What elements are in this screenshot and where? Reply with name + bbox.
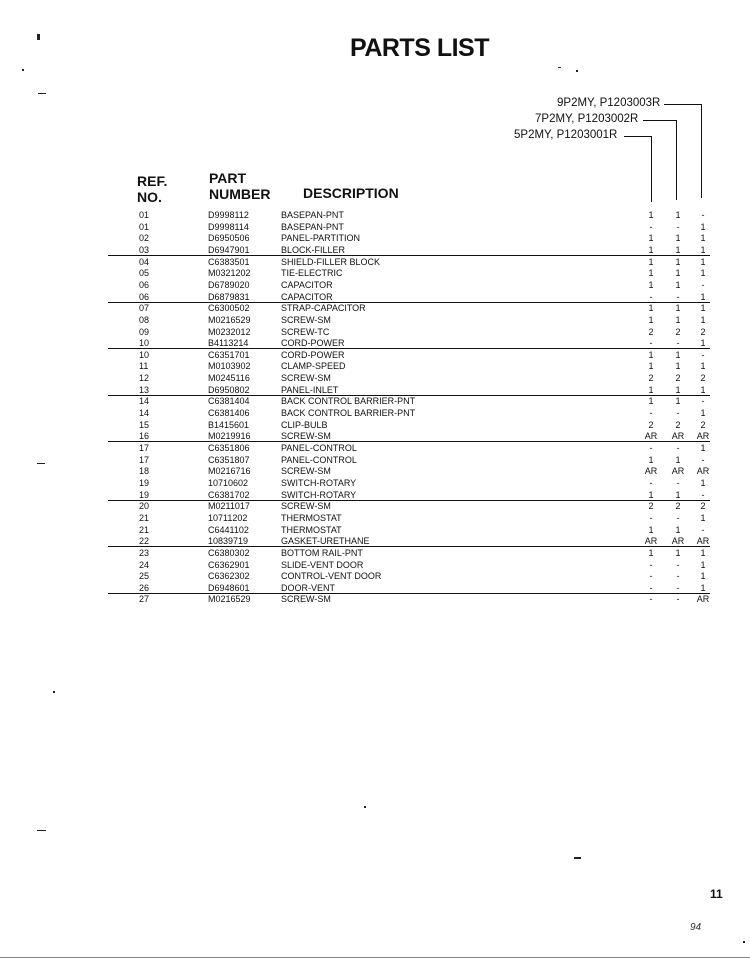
part-number-header: PART NUMBER <box>209 170 271 202</box>
part-number-cell: D6879831 <box>208 292 250 302</box>
qty-9p2my-cell: 1 <box>700 245 706 255</box>
part-number-cell: D9998112 <box>208 210 249 220</box>
qty-7p2my-cell: 1 <box>675 548 681 558</box>
qty-9p2my-cell: 2 <box>700 420 706 430</box>
description-cell: STRAP-CAPACITOR <box>281 303 366 313</box>
qty-5p2my-cell: 1 <box>648 315 654 325</box>
qty-5p2my-cell: - <box>649 560 653 570</box>
part-number-cell: M0321202 <box>208 268 251 278</box>
qty-7p2my-cell: 2 <box>675 327 681 337</box>
qty-9p2my-cell: 1 <box>700 560 706 570</box>
part-number-cell: D6789020 <box>208 280 250 290</box>
part-number-cell: M0219916 <box>208 431 251 441</box>
qty-5p2my-cell: 1 <box>648 280 654 290</box>
qty-5p2my-cell: 1 <box>648 385 654 395</box>
ref-cell: 21 <box>139 513 150 523</box>
scan-speck <box>22 69 24 71</box>
qty-9p2my-cell: AR <box>696 466 710 476</box>
qty-7p2my-cell: 1 <box>675 525 681 535</box>
qty-5p2my-cell: 1 <box>648 303 654 313</box>
ref-cell: 13 <box>139 385 150 395</box>
qty-5p2my-cell: - <box>649 408 653 418</box>
qty-5p2my-cell: - <box>649 292 653 302</box>
table-row <box>0 232 750 244</box>
description-cell: PANEL-CONTROL <box>281 455 357 465</box>
ref-cell: 15 <box>139 420 150 430</box>
table-row <box>0 512 750 524</box>
ref-cell: 23 <box>139 548 150 558</box>
qty-5p2my-cell: 1 <box>648 268 654 278</box>
ref-cell: 11 <box>139 361 149 371</box>
description-cell: SCREW-SM <box>281 315 331 325</box>
table-row <box>0 302 750 314</box>
qty-7p2my-cell: 2 <box>675 501 681 511</box>
qty-7p2my-cell: 1 <box>675 280 681 290</box>
description-cell: CORD-POWER <box>281 338 345 348</box>
ref-cell: 14 <box>139 396 150 406</box>
scan-speck <box>38 93 46 94</box>
qty-5p2my-cell: 2 <box>648 501 654 511</box>
model-leader-5p2my <box>624 136 651 137</box>
qty-9p2my-cell: 2 <box>700 327 706 337</box>
qty-9p2my-cell: - <box>701 525 705 535</box>
qty-7p2my-cell: 1 <box>675 455 681 465</box>
model-label-5p2my: 5P2MY, P1203001R <box>514 129 618 141</box>
part-number-cell: M0232012 <box>208 327 251 337</box>
description-cell: SWITCH-ROTARY <box>281 490 357 500</box>
scan-speck <box>576 70 578 72</box>
description-cell: SLIDE-VENT DOOR <box>281 560 364 570</box>
qty-7p2my-cell: 1 <box>675 350 681 360</box>
part-number-cell: M0216529 <box>208 594 251 604</box>
qty-9p2my-cell: 1 <box>700 222 706 232</box>
description-cell: DOOR-VENT <box>281 583 335 593</box>
part-number-cell: C6362302 <box>208 571 250 581</box>
description-cell: CORD-POWER <box>281 350 345 360</box>
part-number-cell: C6381404 <box>208 396 250 406</box>
page-number: 11 <box>710 887 723 901</box>
part-number-cell: C6351807 <box>208 455 250 465</box>
qty-7p2my-cell: - <box>676 571 680 581</box>
qty-5p2my-cell: 2 <box>648 420 654 430</box>
qty-7p2my-cell: 1 <box>675 396 681 406</box>
qty-5p2my-cell: - <box>649 583 653 593</box>
description-cell: PANEL-INLET <box>281 385 339 395</box>
qty-9p2my-cell: 1 <box>700 548 706 558</box>
qty-7p2my-cell: 1 <box>675 210 681 220</box>
description-cell: CLIP-BULB <box>281 420 328 430</box>
ref-cell: 08 <box>139 315 150 325</box>
ref-cell: 25 <box>139 571 150 581</box>
model-label-9p2my: 9P2MY, P1203003R <box>557 97 661 109</box>
ref-cell: 26 <box>139 583 150 593</box>
qty-5p2my-cell: AR <box>644 431 658 441</box>
description-cell: SCREW-SM <box>281 501 331 511</box>
ref-cell: 01 <box>139 210 150 220</box>
ref-cell: 07 <box>139 303 150 313</box>
description-cell: CLAMP-SPEED <box>281 361 346 371</box>
table-row <box>0 465 750 477</box>
qty-7p2my-cell: - <box>676 478 680 488</box>
ref-cell: 12 <box>139 373 150 383</box>
part-number-cell: C6362901 <box>208 560 250 570</box>
part-number-cell: 10839719 <box>208 536 249 546</box>
part-number-cell: M0245116 <box>208 373 250 383</box>
part-number-cell: 10711202 <box>208 513 248 523</box>
part-number-cell: M0211017 <box>208 501 250 511</box>
qty-5p2my-cell: - <box>649 443 653 453</box>
qty-7p2my-cell: - <box>676 594 680 604</box>
ref-cell: 10 <box>139 350 150 360</box>
qty-9p2my-cell: 1 <box>700 408 706 418</box>
qty-9p2my-cell: - <box>701 490 705 500</box>
qty-9p2my-cell: 1 <box>700 513 706 523</box>
ref-cell: 20 <box>139 501 150 511</box>
qty-7p2my-cell: 1 <box>675 385 681 395</box>
qty-9p2my-cell: 2 <box>700 501 706 511</box>
description-cell: PANEL-CONTROL <box>281 443 357 453</box>
table-row <box>0 209 750 221</box>
ref-cell: 10 <box>139 338 150 348</box>
qty-7p2my-cell: - <box>676 560 680 570</box>
qty-9p2my-cell: 1 <box>700 292 706 302</box>
qty-9p2my-cell: - <box>701 210 705 220</box>
qty-5p2my-cell: - <box>649 594 653 604</box>
qty-9p2my-cell: 1 <box>700 361 706 371</box>
bottom-edge-line <box>0 957 750 958</box>
qty-9p2my-cell: 1 <box>700 268 706 278</box>
ref-cell: 01 <box>139 222 150 232</box>
qty-5p2my-cell: 2 <box>648 373 654 383</box>
qty-7p2my-cell: - <box>676 513 680 523</box>
description-cell: BACK CONTROL BARRIER-PNT <box>281 396 416 406</box>
description-cell: BASEPAN-PNT <box>281 210 344 220</box>
part-number-cell: M0216529 <box>208 315 251 325</box>
description-cell: SCREW-SM <box>281 373 331 383</box>
scan-speck <box>37 34 40 40</box>
part-number-cell: C6441102 <box>208 525 249 535</box>
qty-9p2my-cell: 1 <box>700 338 706 348</box>
qty-7p2my-cell: 2 <box>675 420 681 430</box>
qty-9p2my-cell: - <box>701 455 705 465</box>
qty-5p2my-cell: 1 <box>648 233 654 243</box>
ref-cell: 14 <box>139 408 150 418</box>
ref-cell: 19 <box>139 478 150 488</box>
qty-5p2my-cell: 1 <box>648 525 654 535</box>
qty-5p2my-cell: - <box>649 513 653 523</box>
qty-5p2my-cell: - <box>649 478 653 488</box>
qty-9p2my-cell: 1 <box>700 583 706 593</box>
description-header: DESCRIPTION <box>303 185 399 201</box>
ref-cell: 21 <box>139 525 150 535</box>
qty-7p2my-cell: 1 <box>675 245 681 255</box>
qty-5p2my-cell: 1 <box>648 455 654 465</box>
ref-cell: 19 <box>139 490 150 500</box>
qty-9p2my-cell: 1 <box>700 443 706 453</box>
handwritten-mark: 94 <box>690 922 702 933</box>
qty-5p2my-cell: - <box>649 571 653 581</box>
page-title: PARTS LIST <box>350 34 489 62</box>
part-number-cell: D6950506 <box>208 233 250 243</box>
description-cell: BACK CONTROL BARRIER-PNT <box>281 408 416 418</box>
ref-cell: 16 <box>139 431 150 441</box>
qty-9p2my-cell: - <box>701 280 705 290</box>
qty-7p2my-cell: 1 <box>675 268 681 278</box>
qty-9p2my-cell: - <box>701 350 705 360</box>
scan-speck <box>574 857 581 859</box>
description-cell: SCREW-SM <box>281 466 331 476</box>
ref-cell: 24 <box>139 560 150 570</box>
qty-7p2my-cell: 1 <box>675 257 681 267</box>
qty-9p2my-cell: 1 <box>700 303 706 313</box>
qty-5p2my-cell: 1 <box>648 490 654 500</box>
description-cell: TIE-ELECTRIC <box>281 268 343 278</box>
qty-9p2my-cell: - <box>701 396 705 406</box>
qty-5p2my-cell: AR <box>644 536 658 546</box>
description-cell: SCREW-TC <box>281 327 330 337</box>
qty-7p2my-cell: 1 <box>675 361 681 371</box>
part-number-cell: C6351806 <box>208 443 250 453</box>
model-column-line-5p2my <box>651 136 652 202</box>
part-number-cell: C6380302 <box>208 548 250 558</box>
qty-7p2my-cell: 2 <box>675 373 681 383</box>
qty-5p2my-cell: 1 <box>648 245 654 255</box>
description-cell: SCREW-SM <box>281 594 331 604</box>
qty-5p2my-cell: 2 <box>648 327 654 337</box>
table-row <box>0 279 750 291</box>
qty-9p2my-cell: 1 <box>700 233 706 243</box>
qty-5p2my-cell: 1 <box>648 350 654 360</box>
ref-cell: 03 <box>139 245 150 255</box>
description-cell: THERMOSTAT <box>281 525 342 535</box>
model-leader-7p2my <box>643 120 676 121</box>
qty-5p2my-cell: - <box>649 338 653 348</box>
description-cell: BOTTOM RAIL-PNT <box>281 548 363 558</box>
qty-7p2my-cell: AR <box>671 466 685 476</box>
ref-cell: 22 <box>139 536 150 546</box>
qty-5p2my-cell: - <box>649 222 653 232</box>
part-number-cell: C6381406 <box>208 408 250 418</box>
description-cell: GASKET-URETHANE <box>281 536 370 546</box>
ref-cell: 05 <box>139 268 150 278</box>
ref-cell: 06 <box>139 292 150 302</box>
ref-cell: 17 <box>139 443 150 453</box>
qty-9p2my-cell: 1 <box>700 571 706 581</box>
qty-5p2my-cell: 1 <box>648 396 654 406</box>
table-row <box>0 314 750 326</box>
part-number-cell: M0216716 <box>208 466 251 476</box>
part-number-cell: D9998114 <box>208 222 249 232</box>
part-number-cell: C6381702 <box>208 490 250 500</box>
scan-speck <box>53 691 55 693</box>
model-column-line-7p2my <box>676 120 677 200</box>
ref-no-header: REF. NO. <box>137 173 168 205</box>
scan-speck <box>743 941 745 943</box>
description-cell: SWITCH-ROTARY <box>281 478 357 488</box>
description-cell: CAPACITOR <box>281 292 333 302</box>
description-cell: THERMOSTAT <box>281 513 342 523</box>
ref-cell: 17 <box>139 455 150 465</box>
qty-9p2my-cell: AR <box>696 594 710 604</box>
ref-cell: 04 <box>139 257 150 267</box>
qty-9p2my-cell: 1 <box>700 478 706 488</box>
table-row <box>0 442 750 454</box>
description-cell: CAPACITOR <box>281 280 333 290</box>
qty-9p2my-cell: AR <box>696 536 710 546</box>
qty-7p2my-cell: AR <box>671 431 685 441</box>
table-row <box>0 500 750 512</box>
description-cell: BLOCK-FILLER <box>281 245 346 255</box>
table-row <box>0 360 750 372</box>
model-column-line-9p2my <box>701 104 702 198</box>
table-row <box>0 395 750 407</box>
qty-7p2my-cell: - <box>676 292 680 302</box>
scan-speck <box>37 463 45 464</box>
table-row <box>0 407 750 419</box>
table-row <box>0 593 750 605</box>
part-number-cell: D6947901 <box>208 245 250 255</box>
qty-7p2my-cell: AR <box>671 536 685 546</box>
part-number-cell: D6948601 <box>208 583 250 593</box>
model-leader-9p2my <box>664 104 701 105</box>
part-number-cell: C6351701 <box>208 350 250 360</box>
description-cell: PANEL-PARTITION <box>281 233 361 243</box>
qty-7p2my-cell: - <box>676 408 680 418</box>
ref-cell: 27 <box>139 594 150 604</box>
table-row <box>0 547 750 559</box>
ref-cell: 09 <box>139 327 150 337</box>
table-row <box>0 570 750 582</box>
description-cell: SCREW-SM <box>281 431 331 441</box>
description-cell: BASEPAN-PNT <box>281 222 344 232</box>
table-row <box>0 372 750 384</box>
qty-7p2my-cell: - <box>676 222 680 232</box>
table-row <box>0 477 750 489</box>
part-number-cell: D6950802 <box>208 385 250 395</box>
ref-cell: 02 <box>139 233 150 243</box>
scan-speck <box>37 830 46 831</box>
part-number-cell: B1415601 <box>208 420 250 430</box>
description-cell: CONTROL-VENT DOOR <box>281 571 382 581</box>
ref-cell: 18 <box>139 466 150 476</box>
qty-7p2my-cell: 1 <box>675 303 681 313</box>
part-number-cell: C6300502 <box>208 303 250 313</box>
qty-9p2my-cell: 1 <box>700 385 706 395</box>
ref-cell: 06 <box>139 280 150 290</box>
table-row <box>0 267 750 279</box>
qty-9p2my-cell: 2 <box>700 373 706 383</box>
qty-9p2my-cell: AR <box>696 431 710 441</box>
scan-speck <box>364 806 366 808</box>
qty-5p2my-cell: 1 <box>648 361 654 371</box>
part-number-cell: M0103902 <box>208 361 251 371</box>
qty-9p2my-cell: 1 <box>700 257 706 267</box>
scan-speck <box>558 67 561 68</box>
description-cell: SHIELD-FILLER BLOCK <box>281 257 381 267</box>
part-number-cell: C6383501 <box>208 257 250 267</box>
qty-9p2my-cell: 1 <box>700 315 706 325</box>
qty-7p2my-cell: 1 <box>675 490 681 500</box>
part-number-cell: 10710602 <box>208 478 249 488</box>
qty-5p2my-cell: AR <box>644 466 658 476</box>
qty-7p2my-cell: - <box>676 338 680 348</box>
part-number-cell: B4113214 <box>208 338 249 348</box>
qty-5p2my-cell: 1 <box>648 257 654 267</box>
qty-5p2my-cell: 1 <box>648 548 654 558</box>
qty-7p2my-cell: - <box>676 443 680 453</box>
qty-7p2my-cell: 1 <box>675 315 681 325</box>
qty-7p2my-cell: - <box>676 583 680 593</box>
qty-7p2my-cell: 1 <box>675 233 681 243</box>
qty-5p2my-cell: 1 <box>648 210 654 220</box>
model-label-7p2my: 7P2MY, P1203002R <box>535 113 639 125</box>
